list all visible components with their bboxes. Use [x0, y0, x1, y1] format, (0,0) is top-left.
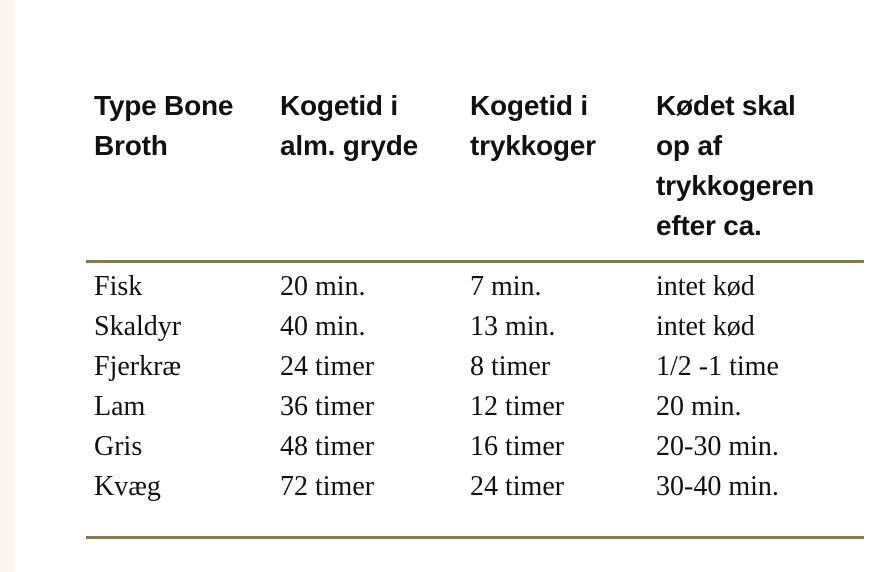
cell-meat-removal: 20-30 min.	[656, 431, 779, 462]
cell-pressure-cooker: 12 timer	[470, 391, 565, 422]
cell-pressure-cooker: 24 timer	[470, 471, 565, 502]
cell-type: Fisk	[94, 271, 143, 302]
header-pressure-cooker	[462, 84, 648, 262]
table-row	[86, 262, 864, 308]
header-meat-removal-line: trykkogeren	[656, 170, 815, 201]
table-bottom-rule	[86, 536, 864, 539]
header-meat-removal-line: op af	[656, 130, 722, 161]
cell-pressure-cooker: 8 timer	[470, 351, 551, 382]
cell-regular-pot: 24 timer	[280, 351, 375, 382]
table-row	[86, 467, 864, 507]
broth-table-container	[86, 84, 864, 507]
table-row	[86, 427, 864, 467]
cell-regular-pot: 72 timer	[280, 471, 375, 502]
cell-type: Kvæg	[94, 471, 161, 502]
cell-type: Lam	[94, 391, 146, 422]
header-pressure-cooker-line: trykkoger	[470, 130, 596, 161]
cell-type: Gris	[94, 431, 143, 462]
header-meat-removal-line: Kødet skal	[656, 90, 796, 121]
cell-regular-pot: 40 min.	[280, 311, 366, 342]
header-type-line: Broth	[94, 130, 168, 161]
cell-meat-removal: intet kød	[656, 311, 755, 342]
page-left-edge	[0, 0, 14, 572]
cell-regular-pot: 48 timer	[280, 431, 375, 462]
cell-regular-pot: 36 timer	[280, 391, 375, 422]
cell-regular-pot: 20 min.	[280, 271, 366, 302]
header-regular-pot-line: alm. gryde	[280, 130, 419, 161]
header-meat-removal-line: efter ca.	[656, 210, 762, 241]
cell-pressure-cooker: 7 min.	[470, 271, 542, 302]
cell-meat-removal: intet kød	[656, 271, 755, 302]
broth-cooking-table	[86, 84, 864, 507]
cell-pressure-cooker: 16 timer	[470, 431, 565, 462]
header-meat-removal	[648, 84, 864, 262]
cell-pressure-cooker: 13 min.	[470, 311, 556, 342]
cell-meat-removal: 20 min.	[656, 391, 742, 422]
cell-meat-removal: 30-40 min.	[656, 471, 779, 502]
cell-type: Skaldyr	[94, 311, 182, 342]
table-row	[86, 387, 864, 427]
table-header-row	[86, 84, 864, 262]
cell-meat-removal: 1/2 -1 time	[656, 351, 779, 382]
header-regular-pot	[272, 84, 462, 262]
table-row	[86, 307, 864, 347]
table-row	[86, 347, 864, 387]
header-regular-pot-line: Kogetid i	[280, 90, 398, 121]
cell-type: Fjerkræ	[94, 351, 182, 382]
header-type	[86, 84, 272, 262]
header-type-line: Type Bone	[94, 90, 234, 121]
header-pressure-cooker-line: Kogetid i	[470, 90, 588, 121]
